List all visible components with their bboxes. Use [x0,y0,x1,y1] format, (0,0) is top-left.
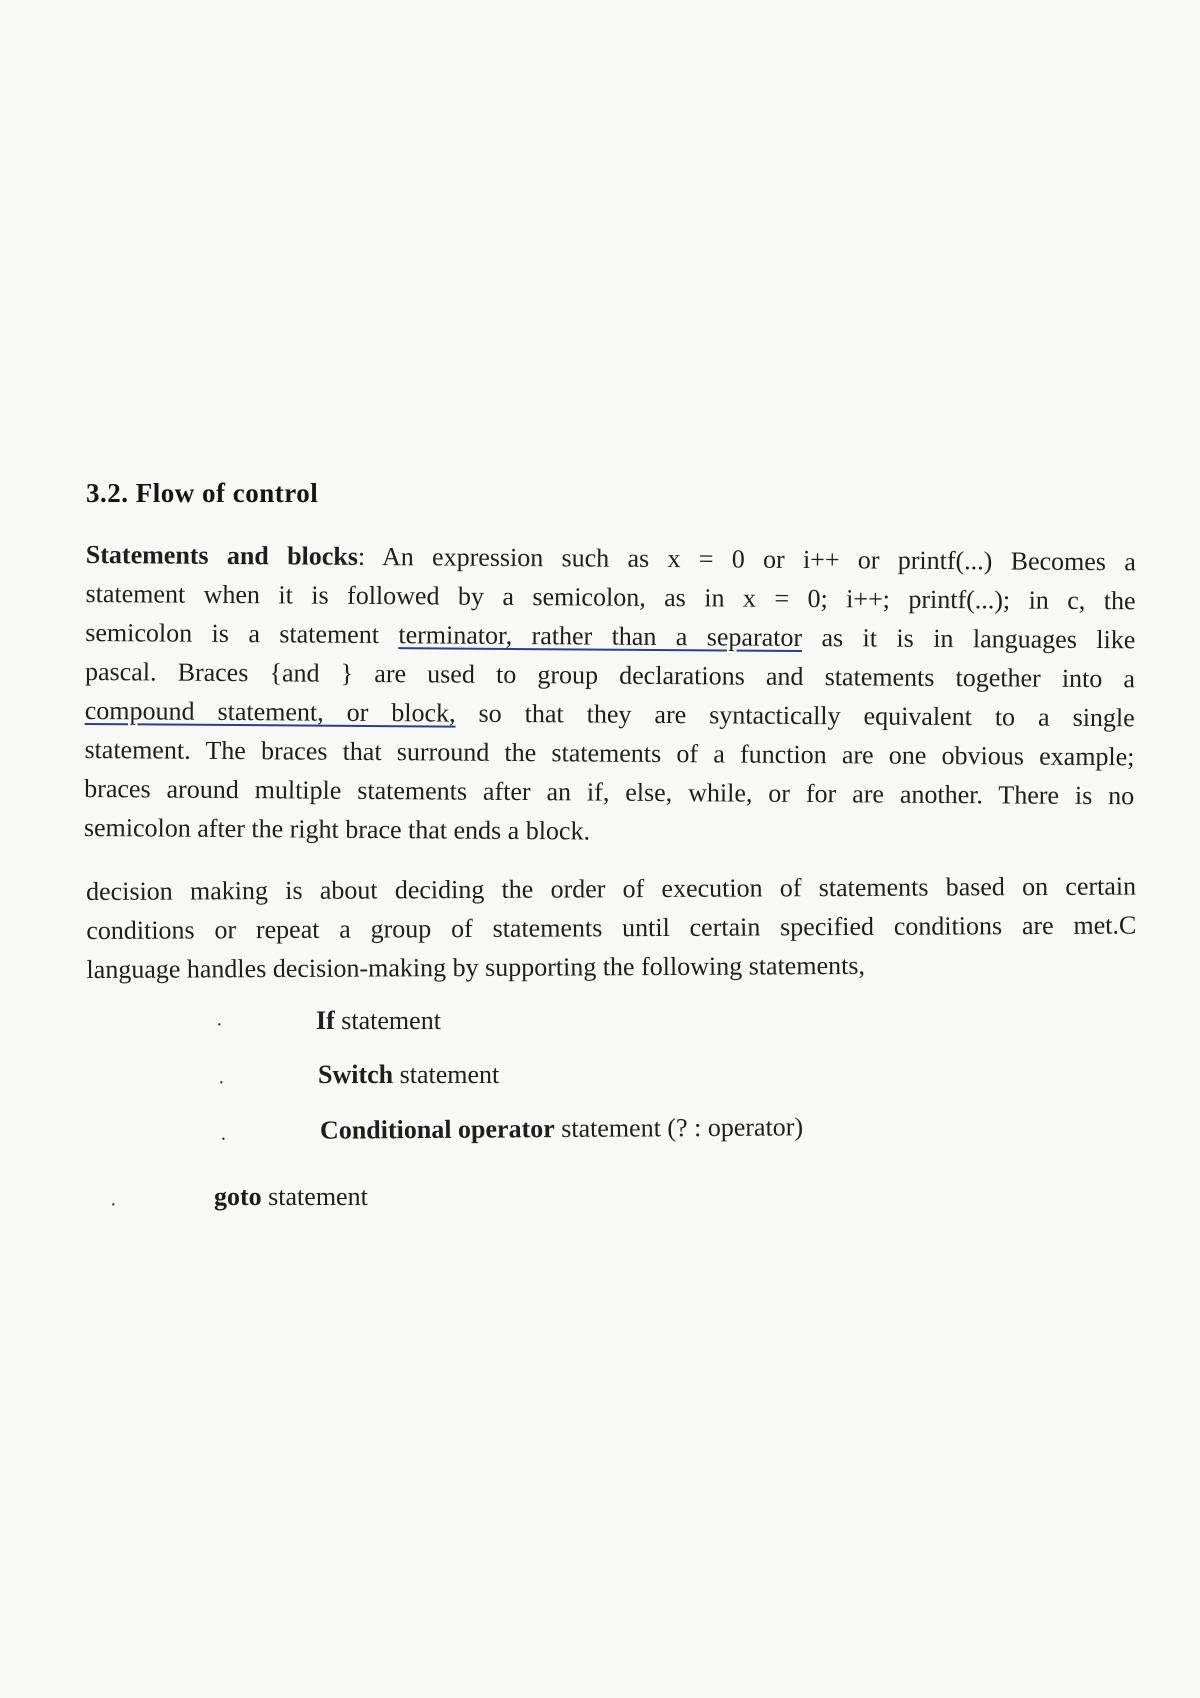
paragraph-line: Statements and blocks: An expression such as x = 0 or i++ or printf(...) Becomes a [85,539,1136,577]
paragraph-statements-and-blocks [84,535,1136,854]
term-statements-and-blocks: Statements and blocks [85,539,359,571]
list-item-conditional-operator: · Conditional operator statement (? : operator) [219,1112,804,1151]
paragraph-line: pascal. Braces {and } are used to group declarations and statements together into a [84,656,1136,694]
bullet-point: · [218,1072,225,1094]
underlined-phrase: compound statement, or block, [84,695,456,728]
paragraph-line: statement. The braces that surround the statements of a function are one obvious example; [84,734,1135,772]
paragraph-line: braces around multiple statements after an if, else, while, or for are another. There is no [84,773,1135,811]
keyword-if: If [316,1006,335,1035]
keyword-goto: goto [214,1182,262,1211]
underlined-phrase: terminator, rather than a separator [398,620,803,653]
bullet-point: · [216,1014,223,1036]
paragraph-line: decision making is about deciding the order of execution of statements based on certain [86,871,1137,906]
paragraph-decision-making [86,867,1137,989]
list-item-switch-statement: · Switch statement [218,1060,500,1094]
paragraph-line: semicolon after the right brace that ends a block. [83,812,591,846]
list-item-if-statement: · If statement [216,1006,441,1036]
section-heading: 3.2. Flow of control [86,478,319,508]
paragraph-line: statement when it is followed by a semicolon, as in x = 0; i++; printf(...); in c, the [85,578,1136,616]
paragraph-line: compound statement, or block, so that they are syntactically equivalent to a single [84,695,1135,733]
keyword-conditional-operator: Conditional operator [319,1114,555,1145]
paragraph-line: language handles decision-making by supporting the following statements, [86,950,865,984]
keyword-switch: Switch [318,1060,394,1089]
paragraph-line: conditions or repeat a group of statements until certain specified conditions are met.C [86,910,1137,945]
list-item-goto-statement: · goto statement [110,1182,368,1216]
paragraph-line: semicolon is a statement terminator, rather than a separator as it is in languages like [85,617,1136,655]
bullet-point: · [219,1128,227,1151]
bullet-point: · [110,1194,117,1216]
